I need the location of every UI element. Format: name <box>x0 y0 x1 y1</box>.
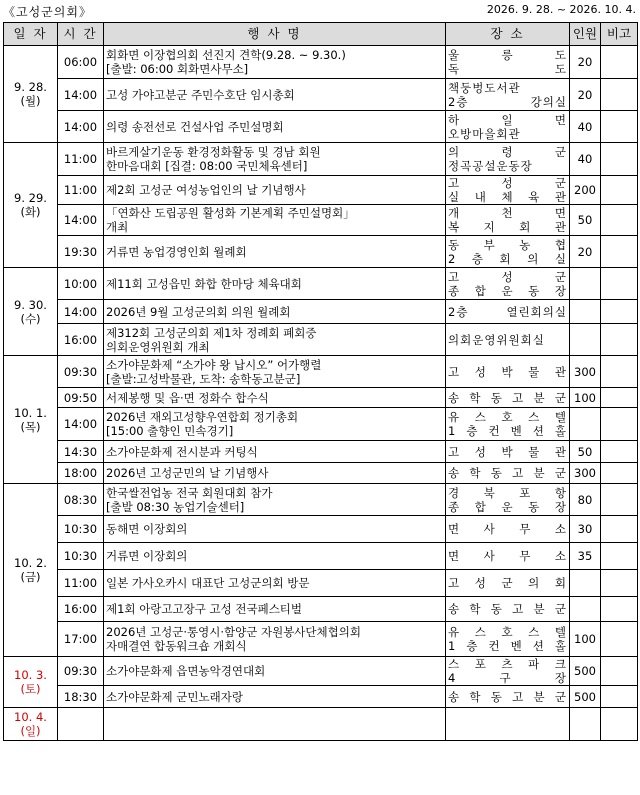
note-cell <box>601 388 638 408</box>
event-line: 2026년 재외고성향우연합회 정기총회 <box>106 410 299 424</box>
event-cell <box>104 408 446 441</box>
table-row <box>4 408 638 441</box>
event-cell <box>104 300 446 324</box>
note-cell <box>601 708 638 741</box>
date-cell <box>4 356 58 484</box>
weekday-text: (수) <box>20 311 41 326</box>
place-cell <box>446 543 570 570</box>
table-row <box>4 543 638 570</box>
event-line: 제1회 아랑고고장구 고성 전국페스티벌 <box>106 602 303 616</box>
table-row <box>4 484 638 516</box>
organization-title: 《고성군의회》 <box>3 5 92 19</box>
column-header-note: 비고 <box>601 23 638 46</box>
attendee-count-cell <box>570 408 601 441</box>
place-cell <box>446 324 570 356</box>
event-line: 소가야문화제 전시분과 커팅식 <box>106 444 258 459</box>
event-line: 거류면 농업경영인회 월례회 <box>106 244 247 259</box>
attendee-count-cell: 30 <box>570 516 601 543</box>
column-header-place: 장 소 <box>446 23 570 46</box>
event-cell <box>104 463 446 484</box>
place-line: 2층 강의실 <box>448 94 567 109</box>
note-cell <box>601 300 638 324</box>
column-header-date: 일 자 <box>4 23 58 46</box>
attendee-count-cell: 200 <box>570 176 601 205</box>
event-line: 2026년 고성군민의 날 기념행사 <box>106 466 269 480</box>
table-row <box>4 597 638 622</box>
date-cell <box>4 657 58 708</box>
place-cell <box>446 484 570 516</box>
attendee-count-cell <box>570 324 601 356</box>
column-header-time: 시 간 <box>58 23 104 46</box>
table-row <box>4 300 638 324</box>
date-text: 10. 2. <box>14 556 47 570</box>
event-cell <box>104 324 446 356</box>
note-cell <box>601 176 638 205</box>
note-cell <box>601 657 638 686</box>
event-line: 의령 송전선로 건설사업 주민설명회 <box>106 119 284 134</box>
event-cell <box>104 111 446 143</box>
event-line: 소가야문화제 읍면농악경연대회 <box>106 664 266 678</box>
time-cell: 10:30 <box>58 516 104 543</box>
table-row <box>4 236 638 268</box>
time-cell: 14:00 <box>58 111 104 143</box>
note-cell <box>601 111 638 143</box>
table-row <box>4 324 638 356</box>
time-cell: 11:00 <box>58 176 104 205</box>
event-line: 제11회 고성읍민 화합 한마당 체육대회 <box>106 276 302 291</box>
time-cell: 16:00 <box>58 597 104 622</box>
date-text: 10. 3. <box>14 668 47 682</box>
place-line: 정곡공설운동장 <box>448 159 533 173</box>
attendee-count-cell: 20 <box>570 236 601 268</box>
place-line: 하 일 면 <box>448 112 567 127</box>
event-line: [출발 08:30 농업기술센터] <box>106 499 245 514</box>
place-line: 동 부 농 협 <box>448 237 567 252</box>
date-text: 9. 30. <box>14 297 47 312</box>
note-cell <box>601 46 638 79</box>
event-line: 의회운영위원회 개최 <box>106 339 210 354</box>
time-cell: 19:30 <box>58 236 104 268</box>
attendee-count-cell: 80 <box>570 484 601 516</box>
time-cell: 18:00 <box>58 463 104 484</box>
place-line: 고 성 군 의 회 <box>448 576 567 590</box>
event-line: 개최 <box>106 220 129 234</box>
event-cell <box>104 356 446 388</box>
place-cell <box>446 46 570 79</box>
event-cell <box>104 657 446 686</box>
attendee-count-cell <box>570 597 601 622</box>
note-cell <box>601 543 638 570</box>
place-line: 송 학 동 고 분 군 <box>448 689 567 704</box>
place-cell <box>446 597 570 622</box>
attendee-count-cell: 300 <box>570 356 601 388</box>
place-line: 울 릉 도 <box>448 48 567 62</box>
event-line: 제2회 고성군 여성농업인의 날 기념행사 <box>106 183 306 197</box>
place-cell <box>446 408 570 441</box>
place-line: 면 사 무 소 <box>448 549 567 563</box>
event-line: 「연화산 도립공원 활성화 기본계획 주민설명회」 <box>106 206 355 220</box>
attendee-count-cell: 500 <box>570 657 601 686</box>
attendee-count-cell: 300 <box>570 463 601 484</box>
note-cell <box>601 686 638 708</box>
table-row <box>4 111 638 143</box>
place-cell <box>446 388 570 408</box>
event-cell <box>104 441 446 463</box>
place-cell <box>446 236 570 268</box>
event-line: 바르게살기운동 환경정화활동 및 경남 회원 <box>106 145 321 159</box>
schedule-table <box>3 22 638 741</box>
table-row <box>4 46 638 79</box>
place-line: 스 포 츠 파 크 <box>448 657 567 671</box>
attendee-count-cell: 500 <box>570 686 601 708</box>
table-row <box>4 79 638 111</box>
event-cell <box>104 143 446 176</box>
date-cell <box>4 143 58 268</box>
note-cell <box>601 205 638 236</box>
table-row <box>4 622 638 657</box>
attendee-count-cell: 100 <box>570 388 601 408</box>
table-row <box>4 143 638 176</box>
place-line: 송 학 동 고 분 군 <box>448 390 567 405</box>
place-line: 종 합 운 동 장 <box>448 283 567 298</box>
table-header-row <box>4 23 638 46</box>
event-cell <box>104 205 446 236</box>
event-cell <box>104 484 446 516</box>
event-line: 회화면 이장협의회 선진지 견학(9.28. ~ 9.30.) <box>106 48 346 62</box>
event-cell <box>104 622 446 657</box>
note-cell <box>601 597 638 622</box>
time-cell: 14:00 <box>58 79 104 111</box>
place-line: 복 지 회 관 <box>448 220 567 234</box>
attendee-count-cell: 40 <box>570 143 601 176</box>
time-cell: 14:00 <box>58 300 104 324</box>
date-cell <box>4 708 58 741</box>
note-cell <box>601 570 638 597</box>
place-line: 실 내 체 육 관 <box>448 190 567 204</box>
place-cell <box>446 176 570 205</box>
event-cell <box>104 570 446 597</box>
table-row <box>4 205 638 236</box>
event-cell <box>104 268 446 300</box>
date-text: 10. 4. <box>14 710 47 724</box>
place-line: 고 성 박 물 관 <box>448 444 567 459</box>
time-cell: 08:30 <box>58 484 104 516</box>
event-cell <box>104 176 446 205</box>
note-cell <box>601 324 638 356</box>
table-row <box>4 388 638 408</box>
place-cell <box>446 143 570 176</box>
note-cell <box>601 236 638 268</box>
place-cell <box>446 708 570 741</box>
place-cell <box>446 205 570 236</box>
time-cell: 09:30 <box>58 657 104 686</box>
attendee-count-cell: 35 <box>570 543 601 570</box>
attendee-count-cell: 50 <box>570 441 601 463</box>
place-line: 개 천 면 <box>448 206 567 220</box>
place-line: 유 스 호 스 텔 <box>448 410 567 424</box>
event-line: [15:00 출향인 민속경기] <box>106 424 234 438</box>
attendee-count-cell: 40 <box>570 111 601 143</box>
place-line: 종 합 운 동 장 <box>448 499 567 514</box>
place-cell <box>446 622 570 657</box>
table-row <box>4 686 638 708</box>
date-cell <box>4 268 58 356</box>
event-line: 서제봉행 및 읍·면 정화수 합수식 <box>106 390 269 405</box>
place-cell <box>446 516 570 543</box>
event-line: 2026년 9월 고성군의회 의원 월례회 <box>106 304 291 319</box>
place-line: 책둥벙도서관 <box>448 80 521 95</box>
place-line: 2층 열린회의실 <box>448 304 567 319</box>
place-line: 고 성 군 <box>448 176 567 190</box>
table-row <box>4 708 638 741</box>
event-line: 소가야문화제 “소가야 왕 납시오” 어가행렬 <box>106 357 322 372</box>
place-cell <box>446 463 570 484</box>
table-row <box>4 516 638 543</box>
place-cell <box>446 441 570 463</box>
attendee-count-cell: 100 <box>570 622 601 657</box>
place-line: 2 층 회 의 실 <box>448 251 567 266</box>
time-cell: 09:50 <box>58 388 104 408</box>
place-line: 고 성 군 <box>448 269 567 284</box>
event-cell <box>104 388 446 408</box>
note-cell <box>601 516 638 543</box>
place-line: 송 학 동 고 분 군 <box>448 602 567 616</box>
note-cell <box>601 484 638 516</box>
event-line: 한국쌀전업농 전국 회원대회 참가 <box>106 485 273 500</box>
weekday-text: (금) <box>20 570 41 584</box>
place-line: 송 학 동 고 분 군 <box>448 466 567 480</box>
weekday-text: (일) <box>20 724 41 738</box>
column-header-count: 인원 <box>570 23 601 46</box>
place-line: 유 스 호 스 텔 <box>448 625 567 639</box>
place-line: 오방마을회관 <box>448 126 521 141</box>
table-row <box>4 176 638 205</box>
event-line: 제312회 고성군의회 제1차 정례회 폐회중 <box>106 325 317 340</box>
note-cell <box>601 356 638 388</box>
table-row <box>4 463 638 484</box>
time-cell: 06:00 <box>58 46 104 79</box>
time-cell: 11:00 <box>58 143 104 176</box>
place-line: 의회운영위원회실 <box>448 332 545 347</box>
place-line: 고 성 박 물 관 <box>448 364 567 379</box>
event-line: 거류면 이장회의 <box>106 549 188 563</box>
place-cell <box>446 268 570 300</box>
note-cell <box>601 622 638 657</box>
place-line: 경 북 포 항 <box>448 485 567 500</box>
event-line: 한마음대회 [집결: 08:00 국민체육센터] <box>106 159 308 173</box>
place-cell <box>446 111 570 143</box>
place-line: 4 구 장 <box>448 671 567 685</box>
event-line: [출발: 06:00 회화면사무소] <box>106 62 249 76</box>
event-line: 동해면 이장회의 <box>106 522 188 536</box>
time-cell: 09:30 <box>58 356 104 388</box>
time-cell: 14:30 <box>58 441 104 463</box>
place-line: 1 층 컨 벤 션 홀 <box>448 639 567 653</box>
place-cell <box>446 300 570 324</box>
time-cell: 10:00 <box>58 268 104 300</box>
note-cell <box>601 408 638 441</box>
place-line: 면 사 무 소 <box>448 522 567 536</box>
attendee-count-cell <box>570 268 601 300</box>
event-cell <box>104 516 446 543</box>
event-cell <box>104 236 446 268</box>
place-cell <box>446 570 570 597</box>
time-cell <box>58 708 104 741</box>
note-cell <box>601 463 638 484</box>
attendee-count-cell: 20 <box>570 79 601 111</box>
time-cell: 11:00 <box>58 570 104 597</box>
attendee-count-cell <box>570 300 601 324</box>
date-text: 9. 28. <box>14 80 47 94</box>
weekday-text: (월) <box>20 94 41 108</box>
table-row <box>4 356 638 388</box>
table-row <box>4 268 638 300</box>
event-cell <box>104 46 446 79</box>
time-cell: 17:00 <box>58 622 104 657</box>
event-cell <box>104 597 446 622</box>
time-cell: 16:00 <box>58 324 104 356</box>
place-cell <box>446 356 570 388</box>
attendee-count-cell: 20 <box>570 46 601 79</box>
weekday-text: (화) <box>20 205 41 219</box>
note-cell <box>601 143 638 176</box>
table-row <box>4 570 638 597</box>
column-header-event: 행 사 명 <box>104 23 446 46</box>
event-cell <box>104 79 446 111</box>
event-line: 자매결연 합동워크숍 개회식 <box>106 639 247 653</box>
date-cell <box>4 484 58 657</box>
note-cell <box>601 268 638 300</box>
note-cell <box>601 441 638 463</box>
event-cell <box>104 543 446 570</box>
event-line: 2026년 고성군·통영시·함양군 자원봉사단체협의회 <box>106 625 361 639</box>
event-line: 소가야문화제 군민노래자랑 <box>106 689 243 704</box>
attendee-count-cell <box>570 708 601 741</box>
event-line: 고성 가야고분군 주민수호단 임시총회 <box>106 87 295 102</box>
weekday-text: (목) <box>20 419 41 434</box>
date-cell <box>4 46 58 143</box>
event-cell <box>104 708 446 741</box>
time-cell: 18:30 <box>58 686 104 708</box>
time-cell: 10:30 <box>58 543 104 570</box>
note-cell <box>601 79 638 111</box>
place-cell <box>446 686 570 708</box>
event-cell <box>104 686 446 708</box>
attendee-count-cell: 50 <box>570 205 601 236</box>
place-line: 독 도 <box>448 62 567 76</box>
event-line: 일본 가사오카시 대표단 고성군의회 방문 <box>106 576 310 590</box>
event-line: [출발:고성박물관, 도착: 송학동고분군] <box>106 371 301 386</box>
weekday-text: (토) <box>20 682 41 696</box>
document-header <box>0 0 640 22</box>
attendee-count-cell <box>570 570 601 597</box>
place-cell <box>446 657 570 686</box>
table-row <box>4 657 638 686</box>
time-cell: 14:00 <box>58 205 104 236</box>
time-cell: 14:00 <box>58 408 104 441</box>
date-text: 10. 1. <box>14 405 47 420</box>
table-row <box>4 441 638 463</box>
date-text: 9. 29. <box>14 191 47 205</box>
place-line: 1 층 컨 벤 션 홀 <box>448 424 567 438</box>
place-line: 의 령 군 <box>448 145 567 159</box>
place-cell <box>446 79 570 111</box>
date-range: 2026. 9. 28. ~ 2026. 10. 4. <box>486 3 636 16</box>
